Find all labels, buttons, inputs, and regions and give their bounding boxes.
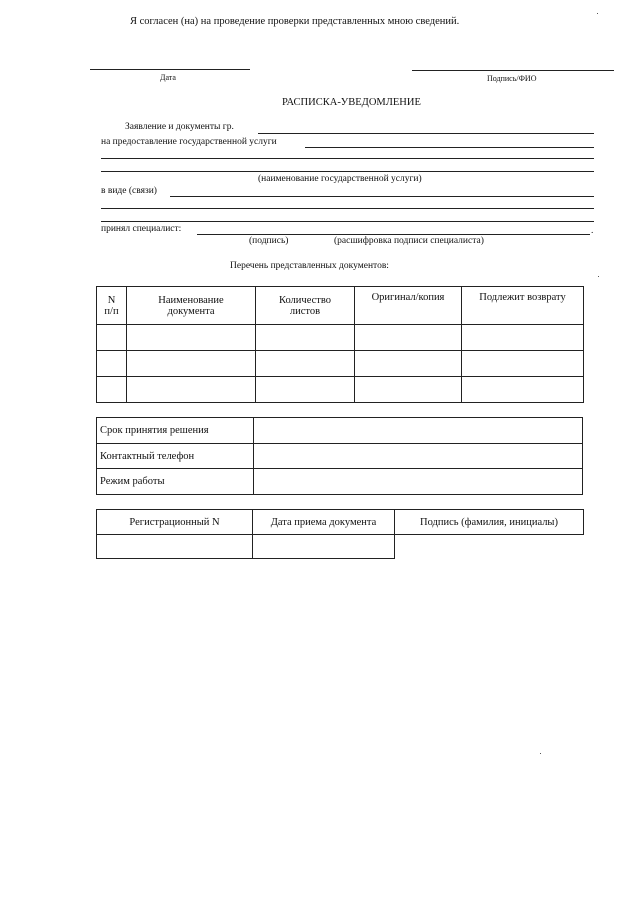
table-cell[interactable] bbox=[256, 351, 355, 377]
table-cell[interactable] bbox=[127, 351, 256, 377]
statement-label: Заявление и документы гр. bbox=[125, 122, 234, 132]
phone-value[interactable] bbox=[254, 444, 583, 469]
table-cell[interactable] bbox=[355, 325, 462, 351]
col-number-header: N п/п bbox=[97, 287, 127, 325]
info-row-deadline bbox=[97, 418, 583, 444]
info-row-phone bbox=[97, 444, 583, 469]
info-row-hours bbox=[97, 469, 583, 495]
reg-date-value[interactable] bbox=[253, 535, 395, 559]
reg-number-header: Регистрационный N bbox=[97, 510, 253, 535]
signature-line bbox=[412, 70, 614, 71]
service-label: на предоставление государственной услуги bbox=[101, 137, 277, 147]
specialist-line bbox=[197, 234, 590, 235]
reg-sign-header: Подпись (фамилия, инициалы) bbox=[395, 510, 584, 535]
reg-date-header: Дата приема документа bbox=[253, 510, 395, 535]
hours-value[interactable] bbox=[254, 469, 583, 495]
specialist-label: принял специалист: bbox=[101, 224, 182, 234]
table-row bbox=[97, 351, 584, 377]
table-cell[interactable] bbox=[256, 325, 355, 351]
specialist-line-end: . bbox=[591, 226, 594, 236]
scan-speck bbox=[597, 13, 598, 14]
statement-line bbox=[258, 133, 594, 134]
document-title: РАСПИСКА-УВЕДОМЛЕНИЕ bbox=[282, 97, 421, 108]
deadline-label: Срок принятия решения bbox=[97, 418, 254, 444]
table-cell[interactable] bbox=[355, 351, 462, 377]
table-cell[interactable] bbox=[462, 325, 584, 351]
service-line-2 bbox=[101, 158, 594, 159]
table-cell[interactable] bbox=[97, 377, 127, 403]
table-cell[interactable] bbox=[462, 351, 584, 377]
col-name-header: Наименование документа bbox=[127, 287, 256, 325]
date-line bbox=[90, 69, 250, 70]
form-line-3 bbox=[101, 221, 594, 222]
table-header-row bbox=[97, 287, 584, 325]
scan-speck bbox=[598, 276, 599, 277]
table-cell[interactable] bbox=[462, 377, 584, 403]
table-row bbox=[97, 325, 584, 351]
form-label: в виде (связи) bbox=[101, 186, 157, 196]
info-table bbox=[96, 417, 583, 495]
table-cell[interactable] bbox=[97, 325, 127, 351]
consent-text: Я согласен (на) на проведение проверки представленных мною сведений. bbox=[130, 16, 460, 27]
deadline-value[interactable] bbox=[254, 418, 583, 444]
col-sheets-header: Количество листов bbox=[256, 287, 355, 325]
scan-speck bbox=[540, 753, 541, 754]
service-line-3 bbox=[101, 171, 594, 172]
signature-label: Подпись/ФИО bbox=[487, 74, 537, 83]
table-cell[interactable] bbox=[127, 325, 256, 351]
reg-header-row bbox=[97, 510, 584, 535]
table-cell[interactable] bbox=[127, 377, 256, 403]
table-cell[interactable] bbox=[355, 377, 462, 403]
form-line-1 bbox=[170, 196, 594, 197]
reg-sign-value bbox=[395, 535, 584, 559]
service-caption: (наименование государственной услуги) bbox=[258, 174, 422, 184]
reg-number-value[interactable] bbox=[97, 535, 253, 559]
decode-caption: (расшифровка подписи специалиста) bbox=[334, 236, 484, 246]
docs-heading: Перечень представленных документов: bbox=[230, 261, 389, 271]
reg-value-row bbox=[97, 535, 584, 559]
table-cell[interactable] bbox=[97, 351, 127, 377]
documents-table bbox=[96, 286, 584, 403]
phone-label: Контактный телефон bbox=[97, 444, 254, 469]
form-line-2 bbox=[101, 208, 594, 209]
col-return-header: Подлежит возврату bbox=[462, 287, 584, 325]
service-line-1 bbox=[305, 147, 594, 148]
hours-label: Режим работы bbox=[97, 469, 254, 495]
table-row bbox=[97, 377, 584, 403]
table-cell[interactable] bbox=[256, 377, 355, 403]
sign-caption: (подпись) bbox=[249, 236, 289, 246]
registration-table bbox=[96, 509, 584, 559]
col-original-header: Оригинал/копия bbox=[355, 287, 462, 325]
date-label: Дата bbox=[160, 73, 176, 82]
